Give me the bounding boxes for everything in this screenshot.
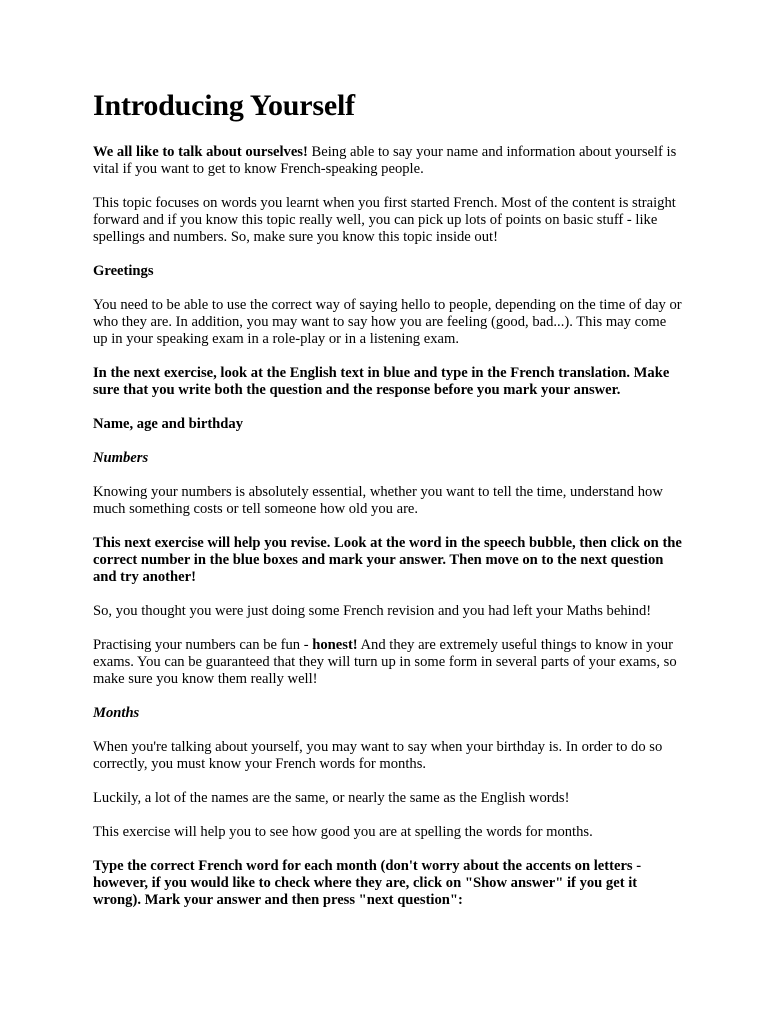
- numbers-heading: Numbers: [93, 450, 149, 466]
- luckily-paragraph: Luckily, a lot of the names are the same, or nearly the same as the English words!: [93, 790, 570, 806]
- greetings-heading: Greetings: [93, 263, 154, 279]
- name-age-heading: Name, age and birthday: [93, 416, 243, 432]
- intro-paragraph: [93, 144, 683, 178]
- topic-paragraph: This topic focuses on words you learnt when you first started French. Most of the content is straight forward and if you know this topic really well, you can pick up lots of points on basic stuff - like spellings and numbers. So, make sure you know this topic inside out!: [93, 195, 676, 245]
- months-heading: Months: [93, 705, 140, 721]
- numbers-instruction: This next exercise will help you revise. Look at the word in the speech bubble, then click on the correct number in the blue boxes and mark your answer. Then move on to the next question and try another!: [93, 535, 682, 585]
- months-instruction: Type the correct French word for each month (don't worry about the accents on letters - however, if you would like to check where they are, click on "Show answer" if you get it wrong). Mark your answer and then press "next question":: [93, 858, 642, 908]
- practise-start: Practising your numbers can be fun -: [93, 637, 313, 653]
- practise-end: And they are extremely useful things to know in your exams. You can be guaranteed that they will turn up in some form in several parts of your exams, so make sure you know them really well!: [93, 637, 677, 687]
- intro-rest: Being able to say your name and information about yourself is vital if you want to get to know French-speaking people.: [93, 144, 677, 177]
- months-paragraph: When you're talking about yourself, you may want to say when your birthday is. In order to do so correctly, you must know your French words for months.: [93, 739, 663, 772]
- practise-bold: honest!: [312, 637, 358, 653]
- months-exercise-paragraph: This exercise will help you to see how good you are at spelling the words for months.: [93, 824, 593, 840]
- greetings-instruction: In the next exercise, look at the English text in blue and type in the French translation. Make sure that you write both the question and the response before you mark your answer.: [93, 365, 670, 398]
- numbers-paragraph: Knowing your numbers is absolutely essential, whether you want to tell the time, understand how much something costs or tell someone how old you are.: [93, 484, 663, 517]
- maths-paragraph: So, you thought you were just doing some French revision and you had left your Maths behind!: [93, 603, 652, 619]
- greetings-paragraph: You need to be able to use the correct way of saying hello to people, depending on the time of day or who they are. In addition, you may want to say how you are feeling (good, bad...). This may come up in your speaking exam in a role-play or in a listening exam.: [93, 297, 682, 347]
- practise-paragraph: [93, 637, 683, 688]
- intro-lead: We all like to talk about ourselves!: [93, 144, 308, 160]
- page-title: Introducing Yourself: [93, 89, 355, 122]
- document-page: [93, 88, 683, 926]
